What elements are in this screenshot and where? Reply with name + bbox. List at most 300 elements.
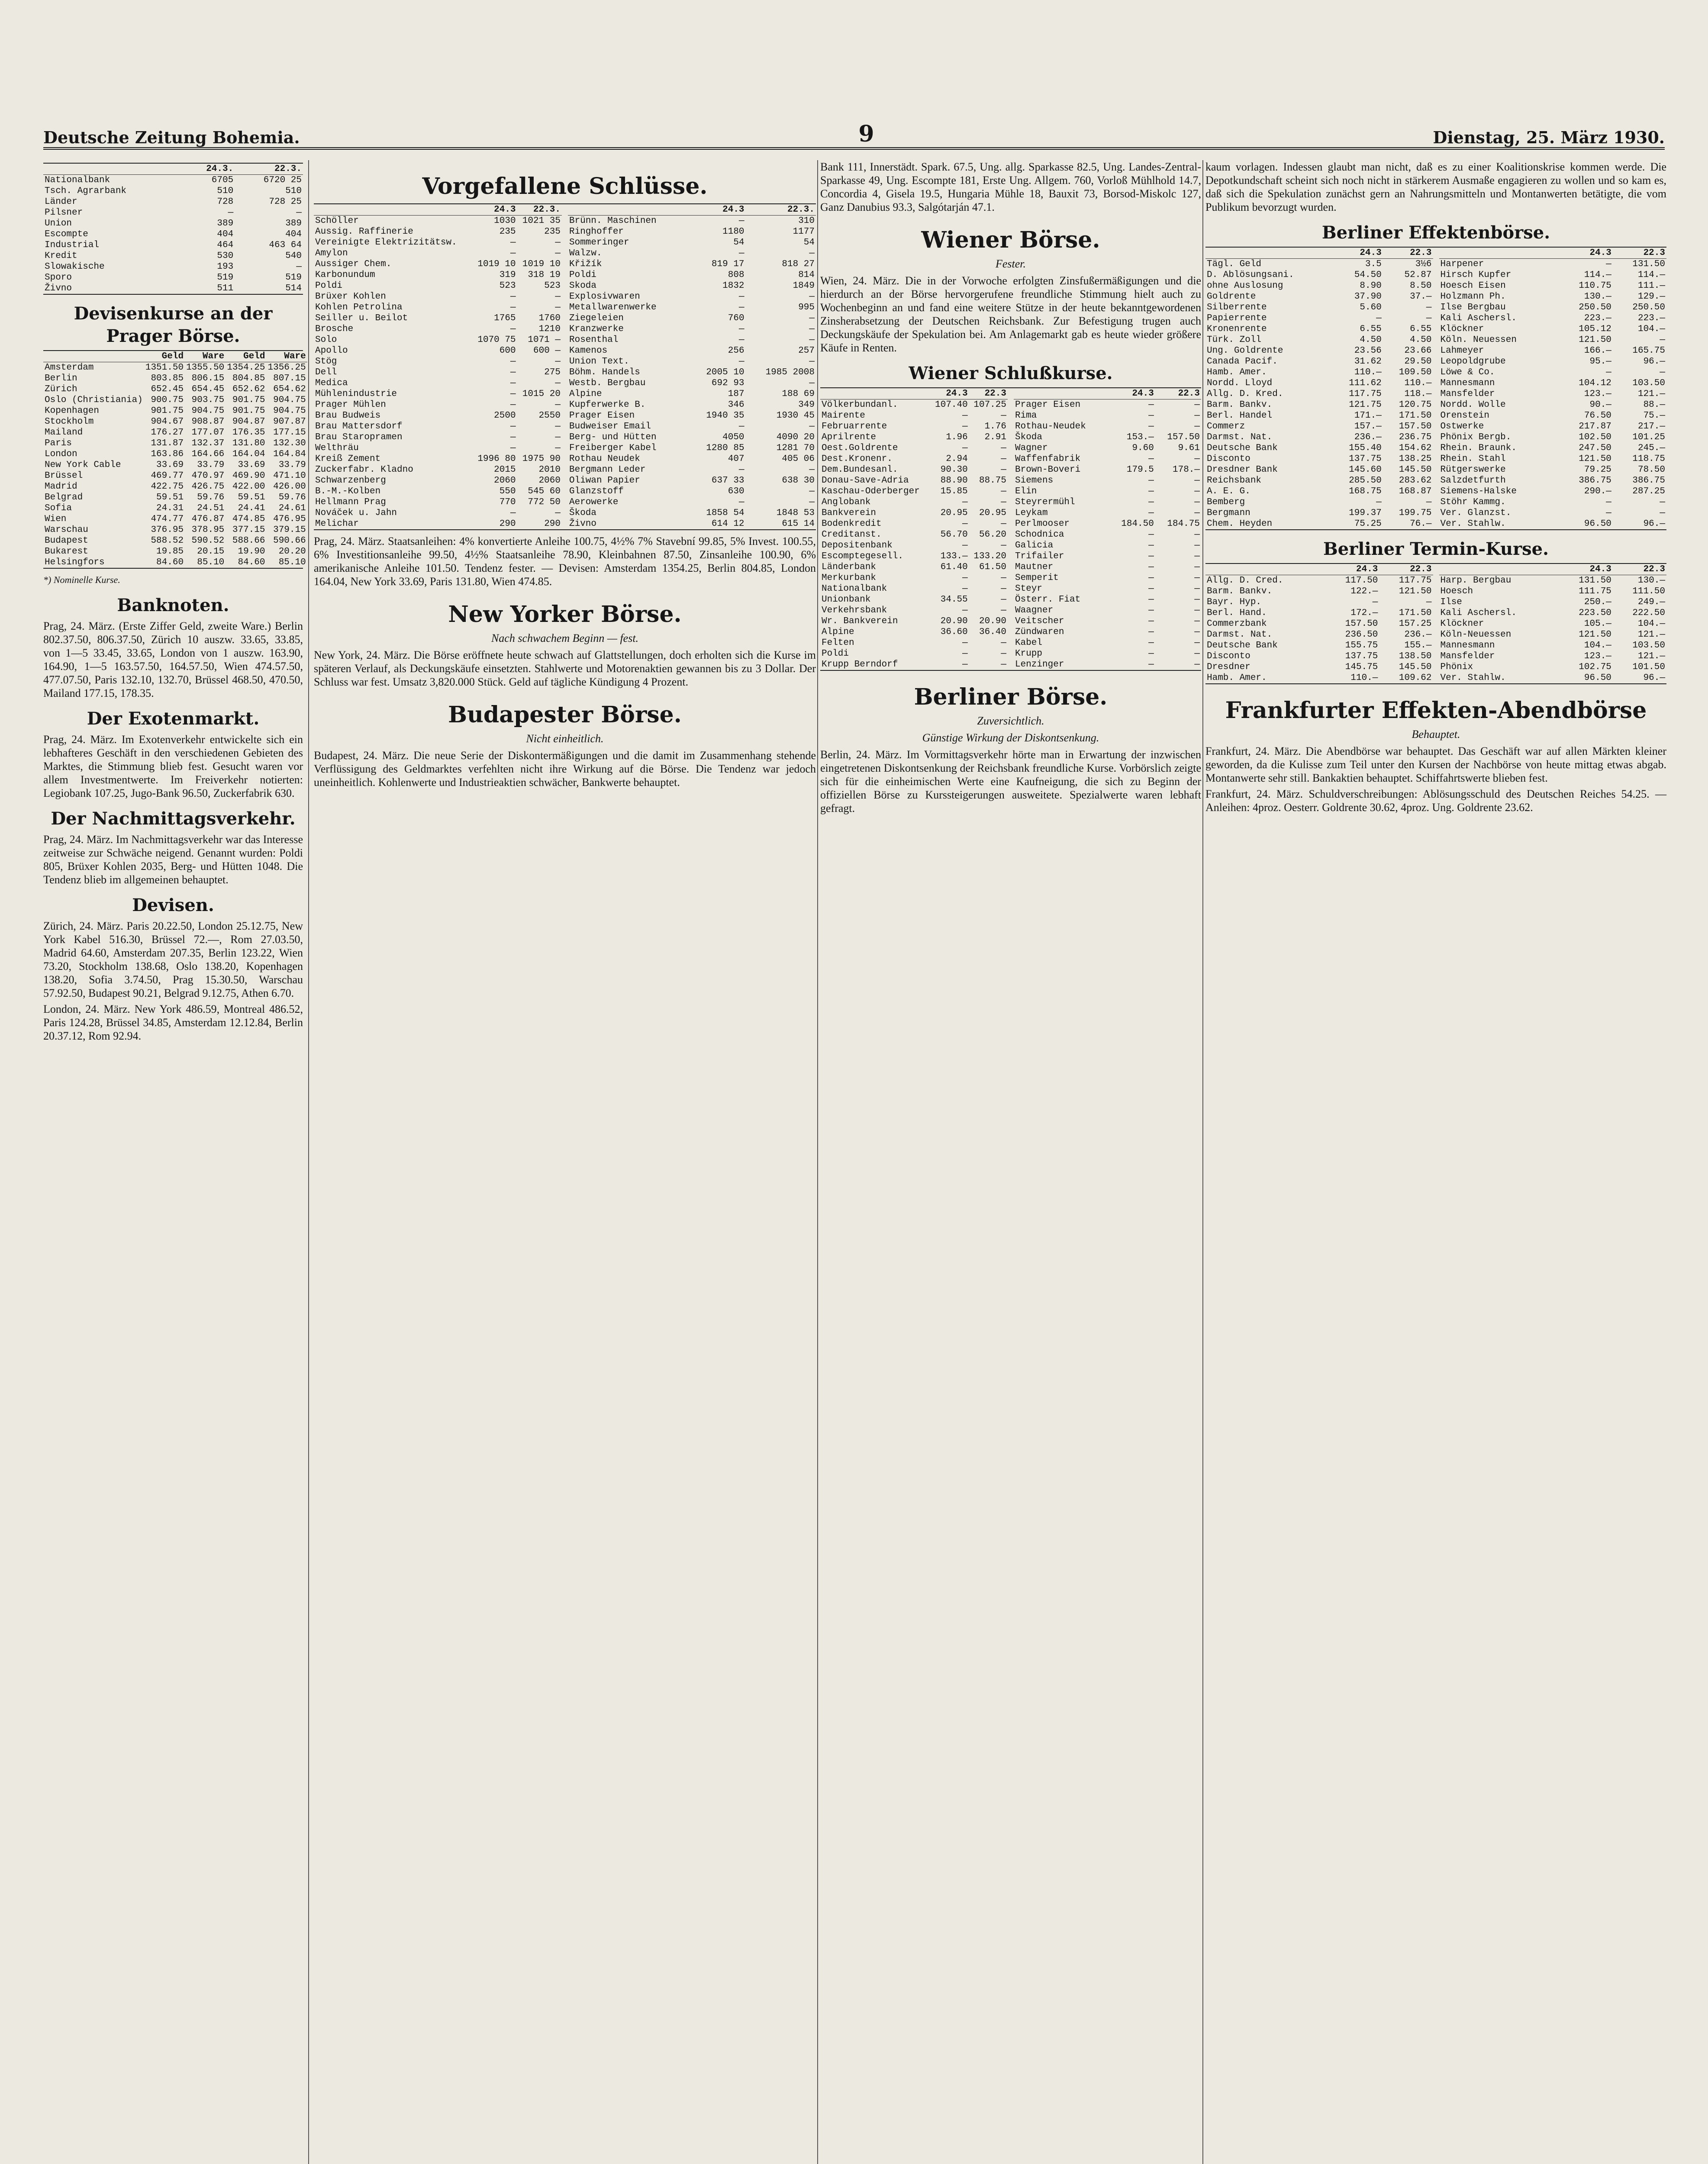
quote-value: 1021 35: [522, 216, 561, 226]
quote-value: —: [738, 465, 744, 475]
quote-value: 164.84: [273, 449, 306, 459]
security-name: Glanzstoff: [569, 486, 624, 496]
quote-value: 217.—: [1637, 422, 1665, 432]
security-name: Trifailer: [1015, 551, 1064, 561]
quote-value: 904.75: [273, 406, 306, 416]
table-row: [568, 475, 816, 486]
table-row: [568, 454, 816, 464]
quote-value: 76.50: [1584, 411, 1611, 421]
column-header: 24.3: [690, 204, 745, 216]
london-text: London, 24. März. New York 486.59, Montreal 486.52, Paris 124.28, Brüssel 34.85, Amsterdam 12.12.84, Berlin 20.37.12, Rom 92.94.: [43, 1003, 303, 1042]
quote-value: 157.50: [1399, 422, 1432, 432]
table-row: [820, 486, 1008, 497]
quote-value: 76.—: [1410, 519, 1432, 529]
quote-value: —: [962, 497, 968, 507]
quote-value: 104.12: [1579, 378, 1611, 388]
quote-value: —: [1194, 454, 1200, 464]
quote-value: —: [1194, 627, 1200, 637]
quote-value: 217.87: [1579, 422, 1611, 432]
quote-value: 96.50: [1584, 673, 1611, 683]
quote-value: —: [1194, 422, 1200, 432]
table-row: [1439, 356, 1667, 367]
table-row: [1439, 335, 1667, 345]
quote-value: 6705: [211, 175, 234, 185]
quote-value: —: [738, 357, 744, 367]
quote-value: 290: [544, 519, 561, 529]
security-name: Brau Mattersdorf: [315, 422, 403, 432]
quote-value: 75.—: [1643, 411, 1665, 421]
table-row: [314, 410, 562, 421]
quote-value: 814: [798, 270, 815, 280]
security-name: Wr. Bankverein: [822, 616, 898, 626]
table-row: [43, 373, 307, 384]
quote-value: 2550: [538, 411, 561, 421]
column-header: 24.3: [1559, 248, 1613, 259]
security-name: Skoda: [569, 281, 597, 291]
security-name: Prager Eisen: [1015, 400, 1081, 410]
quote-value: 376.95: [151, 525, 184, 535]
quote-value: 172.—: [1350, 608, 1378, 618]
table-row: [1439, 597, 1667, 608]
security-name: Veitscher: [1015, 616, 1064, 626]
table-row: [820, 616, 1008, 627]
quote-value: 1019 10: [477, 259, 516, 269]
quote-value: 154.62: [1399, 443, 1432, 453]
quote-value: —: [1194, 638, 1200, 648]
quote-value: 85.10: [278, 557, 306, 567]
table-row: [1014, 659, 1201, 670]
quote-value: 2015: [494, 465, 516, 475]
quote-value: 590.52: [191, 536, 225, 546]
quote-value: —: [738, 422, 744, 432]
quote-value: 222.50: [1632, 608, 1665, 618]
quote-value: 177.15: [273, 428, 306, 438]
quote-value: 164.66: [191, 449, 225, 459]
table-row: [1014, 464, 1201, 475]
table-row: [1014, 605, 1201, 616]
quote-value: 772 50: [528, 497, 561, 507]
quote-value: 121.75: [1349, 400, 1382, 410]
security-name: Ostwerke: [1440, 422, 1484, 432]
berlin-heading: Berliner Börse.: [914, 684, 1108, 710]
security-name: Amylon: [315, 248, 348, 258]
berlin-futures-heading: Berliner Termin-Kurse.: [1323, 539, 1549, 559]
table-row: [1014, 443, 1201, 454]
quote-value: 130.—: [1584, 292, 1611, 302]
quote-value: 96.50: [1584, 519, 1611, 529]
bank-shares-table: [43, 164, 303, 294]
quote-value: 4050: [722, 432, 744, 442]
quote-value: 168.75: [1349, 486, 1382, 496]
quote-value: 476.87: [191, 514, 225, 524]
column-rule: [308, 160, 309, 2164]
quote-value: 615 14: [782, 519, 815, 529]
quote-value: —: [1001, 519, 1006, 529]
table-row: [1439, 399, 1667, 410]
quote-value: 111.62: [1349, 378, 1382, 388]
table-row: [568, 443, 816, 454]
quote-value: 476.95: [273, 514, 306, 524]
quote-value: —: [738, 335, 744, 345]
quote-value: —: [962, 411, 968, 421]
quote-value: —: [510, 389, 516, 399]
table-row: [568, 270, 816, 280]
quote-value: 318 19: [528, 270, 561, 280]
table-row: [43, 186, 303, 196]
quote-value: —: [809, 313, 815, 323]
quote-value: 379.15: [273, 525, 306, 535]
table-row: [1205, 410, 1433, 421]
quote-value: —: [1194, 497, 1200, 507]
security-name: Brüssel: [45, 471, 83, 481]
exoten-heading: Der Exotenmarkt.: [87, 708, 260, 729]
security-name: Kali Aschersl.: [1440, 608, 1517, 618]
column-header: [1439, 248, 1559, 259]
quote-value: 19.90: [238, 547, 265, 557]
table-row: [568, 367, 816, 378]
quote-value: 101.50: [1632, 662, 1665, 672]
table-row: [1439, 575, 1667, 586]
security-name: Escompte: [45, 229, 88, 239]
quote-value: —: [1660, 367, 1665, 377]
table-row: [1439, 410, 1667, 421]
table-row: [314, 508, 562, 518]
quote-value: 275: [544, 367, 561, 377]
quote-value: —: [555, 443, 561, 453]
security-name: London: [45, 449, 77, 459]
quote-value: 61.50: [979, 562, 1006, 572]
quote-value: 310: [798, 216, 815, 226]
table-row: [1014, 648, 1201, 659]
quote-value: 133.20: [973, 551, 1006, 561]
table-row: [314, 345, 562, 356]
table-row: [568, 464, 816, 475]
quote-value: 54: [803, 238, 815, 248]
security-name: Poldi: [315, 281, 343, 291]
quote-value: —: [1194, 649, 1200, 659]
security-name: Vereinigte Elektrizitätsw.: [315, 238, 457, 248]
quote-value: 6720 25: [263, 175, 302, 185]
security-name: Union Text.: [569, 357, 629, 367]
quote-value: 470.97: [191, 471, 225, 481]
table-row: [568, 399, 816, 410]
column-header: 22.3.: [235, 164, 303, 175]
quote-value: 469.90: [232, 471, 265, 481]
exoten-text: Prag, 24. März. Im Exotenverkehr entwickelte sich ein lebhafteres Geschäft in den verschiedenen Gebieten des Marktes, die Stimmung blieb fest. Gesucht waren vor allem Investmentwerte. Im Freiverkehr notierten: Legiobank 107.25, Jugo-Bank 96.50, Zuckerfabrik 630.: [43, 733, 303, 799]
table-row: [1205, 378, 1433, 389]
quote-value: 171.50: [1399, 608, 1432, 618]
quote-value: 4090 20: [776, 432, 815, 442]
security-name: Nováček u. Jahn: [315, 508, 397, 518]
security-name: Tägl. Geld: [1207, 259, 1262, 269]
quote-value: —: [1001, 454, 1006, 464]
table-row: [820, 475, 1008, 486]
security-name: Kabel: [1015, 638, 1043, 648]
security-name: Budweiser Email: [569, 422, 651, 432]
quote-value: 600: [499, 346, 516, 356]
quote-value: 550: [499, 486, 516, 496]
quote-value: —: [1606, 508, 1611, 518]
security-name: Kaschau-Oderberger: [822, 486, 920, 496]
quote-value: 8.90: [1360, 281, 1382, 291]
quote-value: —: [555, 303, 561, 312]
table-row: [1205, 399, 1433, 410]
quote-value: 104.—: [1637, 324, 1665, 334]
afternoon-heading: Der Nachmittagsverkehr.: [51, 808, 296, 829]
security-name: Nordd. Lloyd: [1207, 378, 1273, 388]
quote-value: —: [1194, 605, 1200, 615]
quote-value: 130.—: [1637, 576, 1665, 586]
security-name: Commerzbank: [1207, 619, 1267, 629]
table-row: [43, 546, 307, 557]
quote-value: 901.75: [151, 406, 184, 416]
security-name: Commerz: [1207, 422, 1245, 432]
table-row: [43, 384, 307, 395]
table-row: [568, 410, 816, 421]
table-row: [1439, 313, 1667, 324]
quote-value: —: [962, 422, 968, 432]
table-row: [568, 259, 816, 270]
table-row: [314, 324, 562, 335]
table-row: [1205, 508, 1433, 518]
quote-value: 56.70: [940, 530, 968, 540]
security-name: Holzmann Ph.: [1440, 292, 1506, 302]
quote-value: 728: [217, 197, 234, 207]
security-name: Disconto: [1207, 454, 1250, 464]
security-name: Zürich: [45, 384, 77, 394]
quote-value: 1354.25: [227, 363, 265, 373]
security-name: Brau Staropramen: [315, 432, 403, 442]
table-row: [1439, 421, 1667, 432]
table-row: [1205, 464, 1433, 475]
table-row: [1439, 270, 1667, 280]
vienna-closing-table-b: [1014, 388, 1201, 670]
quote-value: 804.85: [232, 374, 265, 383]
newyork-heading: New Yorker Börse.: [448, 601, 682, 628]
table-row: [820, 454, 1008, 464]
security-name: Siemens-Halske: [1440, 486, 1517, 496]
quote-value: —: [555, 357, 561, 367]
frankfurt-bonds-text: Frankfurt, 24. März. Schuldverschreibungen: Ablösungsschuld des Deutschen Reiches 54.25. — Anleihen: 4proz. Oesterr. Goldrente 30.62, 4proz. Ung. Goldrente 23.62.: [1205, 788, 1666, 814]
table-row: [568, 518, 816, 529]
quote-value: 2500: [494, 411, 516, 421]
quote-value: 199.75: [1399, 508, 1432, 518]
security-name: Křižík: [569, 259, 602, 269]
table-row: [820, 594, 1008, 605]
column-rule: [1202, 160, 1203, 2164]
quote-value: —: [555, 238, 561, 248]
quote-value: 389: [217, 219, 234, 229]
quote-value: 2.94: [946, 454, 968, 464]
quote-value: 901.75: [232, 406, 265, 416]
table-row: [314, 518, 562, 529]
security-name: Papierrente: [1207, 313, 1267, 323]
security-name: Brown-Boveri: [1015, 465, 1081, 475]
table-row: [314, 270, 562, 280]
quote-value: —: [1148, 660, 1154, 670]
security-name: Allg. D. Cred.: [1207, 576, 1283, 586]
column-header: 22.3: [1613, 248, 1666, 259]
quote-value: 153.—: [1126, 432, 1154, 442]
security-name: Živno: [45, 283, 72, 293]
frankfurt-text: Frankfurt, 24. März. Die Abendbörse war behauptet. Das Geschäft war auf allen Märkten kleiner geworden, da die Kulisse zum Teil unter den Kursen der Nachbörse von heute mittag etwas abgab. Montanwerte sehr still. Bankaktien behauptet. Schiffahrtswerte blieben fest.: [1205, 745, 1666, 784]
table-row: [314, 216, 562, 227]
quote-value: 20.95: [979, 508, 1006, 518]
security-name: Aerowerke: [569, 497, 619, 507]
table-row: [1014, 399, 1201, 411]
table-row: [1014, 475, 1201, 486]
quote-value: —: [1426, 497, 1432, 507]
newyork-subheading: Nach schwachem Beginn — fest.: [491, 632, 639, 644]
table-row: [568, 345, 816, 356]
quote-value: 109.62: [1399, 673, 1432, 683]
quote-value: 1070 75: [477, 335, 516, 345]
quote-value: —: [1148, 584, 1154, 594]
quote-value: 155.40: [1349, 443, 1382, 453]
quote-value: 96.—: [1643, 673, 1665, 683]
quote-value: 157.25: [1399, 619, 1432, 629]
quote-value: 692 93: [711, 378, 744, 388]
security-name: Verkehrsbank: [822, 605, 887, 615]
table-row: [568, 508, 816, 518]
quote-value: 105.12: [1579, 324, 1611, 334]
table-row: [820, 638, 1008, 648]
quote-value: 2005 10: [706, 367, 744, 377]
quote-value: —: [510, 303, 516, 312]
quote-value: 120.75: [1399, 400, 1432, 410]
quote-value: 121.—: [1637, 630, 1665, 640]
table-row: [1014, 497, 1201, 508]
security-name: Dell: [315, 367, 337, 377]
quote-value: —: [1194, 584, 1200, 594]
budapest-subheading: Nicht einheitlich.: [526, 732, 604, 745]
table-row: [1439, 324, 1667, 335]
quote-value: 1858 54: [706, 508, 744, 518]
quote-value: 157.50: [1167, 432, 1200, 442]
security-name: A. E. G.: [1207, 486, 1250, 496]
column-header: 24.3: [1559, 564, 1613, 575]
security-name: Barm. Bankv.: [1207, 586, 1273, 596]
security-name: Waagner: [1015, 605, 1054, 615]
table-row: [43, 557, 307, 568]
quote-value: —: [1606, 367, 1611, 377]
table-row: [314, 464, 562, 475]
quote-value: 654.45: [191, 384, 225, 394]
vienna-closing-heading: Wiener Schlußkurse.: [909, 363, 1113, 383]
column-header: 24.3: [931, 388, 969, 399]
quote-value: 59.51: [238, 493, 265, 502]
quote-value: 36.60: [940, 627, 968, 637]
quote-value: 110.—: [1350, 673, 1378, 683]
table-row: [1439, 497, 1667, 508]
table-row: [314, 259, 562, 270]
security-name: Dresdner: [1207, 662, 1250, 672]
security-name: Hoesch: [1440, 586, 1473, 596]
table-row: [1439, 651, 1667, 662]
quote-value: 117.75: [1349, 389, 1382, 399]
table-row: [1439, 640, 1667, 651]
table-row: [314, 389, 562, 399]
security-name: Berl. Hand.: [1207, 608, 1267, 618]
security-name: Lenzinger: [1015, 660, 1064, 670]
quote-value: 145.50: [1399, 662, 1432, 672]
quote-value: —: [1001, 584, 1006, 594]
table-row: [314, 432, 562, 443]
table-row: [43, 175, 303, 186]
security-name: Allg. D. Kred.: [1207, 389, 1283, 399]
berlin-continued-text: kaum vorlagen. Indessen glaubt man nicht, daß es zu einer Koalitionskrise kommen werde. Die Depotkundschaft scheint sich noch nicht in stärkerem Ausmaße engagieren zu wollen und so kam es, daß sich die Spekulation zunächst gern an Nahrungsmitteln und Montanwerten betätigte, die vom Publikum bevorzugt wurden.: [1205, 161, 1666, 213]
quote-value: 90.—: [1589, 400, 1611, 410]
security-name: Oslo (Christiania): [45, 395, 143, 405]
security-name: Berl. Handel: [1207, 411, 1273, 421]
quote-value: 474.77: [151, 514, 184, 524]
table-row: [820, 627, 1008, 638]
quote-value: 652.62: [232, 384, 265, 394]
quote-value: 193: [217, 262, 234, 272]
security-name: Harpener: [1440, 259, 1484, 269]
security-name: Böhm. Handels: [569, 367, 640, 377]
quote-value: 138.50: [1399, 651, 1432, 661]
devisen-text: Zürich, 24. März. Paris 20.22.50, London 25.12.75, New York Kabel 516.30, Brüssel 72.—, Rom 27.03.50, Madrid 64.60, Amsterdam 207.35, Berlin 123.22, Wien 73.20, Stockholm 138.68, Oslo 138.20, Kopenhagen 138.20, Sofia 3.74.50, Prag 15.30.50, Warschau 57.92.50, Budapest 90.21, Belgrad 9.12.75, Athen 6.70.: [43, 920, 303, 999]
table-row: [1205, 313, 1433, 324]
table-row: [314, 335, 562, 345]
vienna-heading: Wiener Börse.: [921, 227, 1100, 253]
page-number: 9: [858, 121, 874, 147]
security-name: Kopenhagen: [45, 406, 100, 416]
prague-fx-heading: Devisenkurse an der Prager Börse.: [74, 303, 273, 346]
quote-value: —: [510, 432, 516, 442]
column-header: 24.3: [1109, 388, 1155, 399]
table-row: [1439, 302, 1667, 313]
security-name: Paris: [45, 438, 72, 448]
security-name: Karbonundum: [315, 270, 375, 280]
security-name: Krupp: [1015, 649, 1043, 659]
quote-value: 121.50: [1399, 586, 1432, 596]
table-row: [43, 406, 307, 416]
quote-value: 137.75: [1345, 651, 1378, 661]
security-name: Warschau: [45, 525, 88, 535]
table-row: [820, 508, 1008, 518]
table-row: [820, 443, 1008, 454]
table-row: [820, 605, 1008, 616]
security-name: Perlmooser: [1015, 519, 1070, 529]
berlin-subheading-2: Günstige Wirkung der Diskontsenkung.: [922, 731, 1099, 744]
quote-value: 907.87: [273, 417, 306, 427]
quote-value: 155.75: [1345, 641, 1378, 650]
table-row: [1014, 410, 1201, 421]
table-row: [568, 486, 816, 497]
quote-value: 1355.50: [186, 363, 225, 373]
quote-value: 31.62: [1354, 357, 1382, 367]
quote-value: 637 33: [711, 476, 744, 486]
quote-value: —: [510, 400, 516, 410]
quote-value: —: [510, 378, 516, 388]
quote-value: 290.—: [1584, 486, 1611, 496]
quote-value: 20.15: [197, 547, 225, 557]
quote-value: 29.50: [1404, 357, 1432, 367]
quote-value: —: [1376, 313, 1382, 323]
security-name: Ringhoffer: [569, 227, 624, 237]
security-name: Klöckner: [1440, 619, 1484, 629]
quote-value: 137.75: [1349, 454, 1382, 464]
column-header: [568, 204, 690, 216]
table-row: [1205, 618, 1433, 629]
quote-value: —: [738, 497, 744, 507]
quote-value: —: [1194, 595, 1200, 605]
quote-value: 404: [217, 229, 234, 239]
table-row: [314, 237, 562, 248]
quote-value: —: [1148, 541, 1154, 551]
